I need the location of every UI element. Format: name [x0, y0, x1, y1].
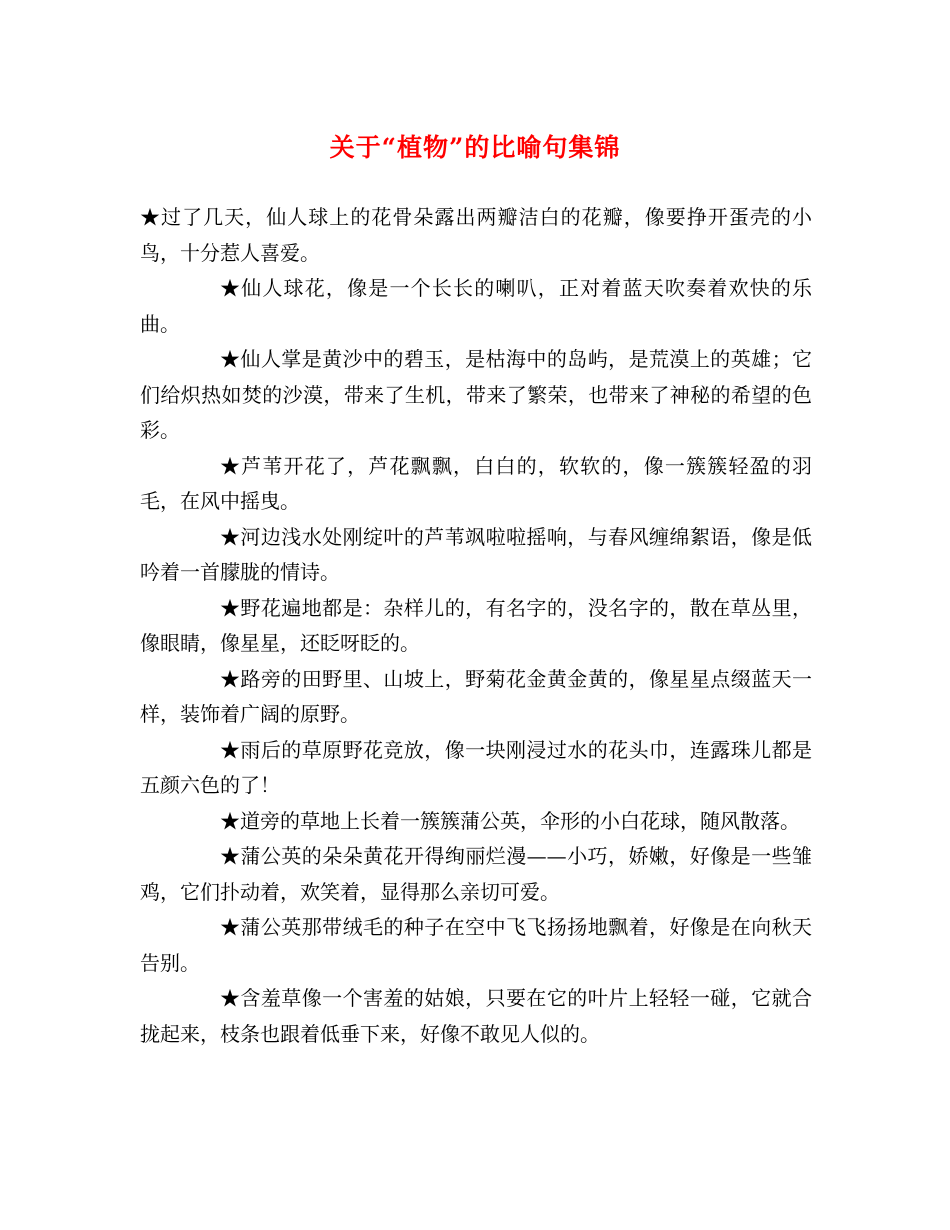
paragraph-2: ★仙人球花，像是一个长长的喇叭，正对着蓝天吹奏着欢快的乐曲。	[140, 276, 812, 336]
paragraph-10: ★蒲公英的朵朵黄花开得绚丽烂漫——小巧，娇嫩，好像是一些雏鸡，它们扑动着，欢笑着，显得那么亲切可爱。	[140, 844, 812, 904]
paragraph-7: ★路旁的田野里、山坡上，野菊花金黄金黄的，像星星点缀蓝天一样，装饰着广阔的原野。	[140, 666, 812, 726]
paragraph-12: ★含羞草像一个害羞的姑娘，只要在它的叶片上轻轻一碰，它就合拢起来，枝条也跟着低垂下来，好像不敢见人似的。	[140, 986, 812, 1046]
paragraph-9: ★道旁的草地上长着一簇簇蒲公英，伞形的小白花球，随风散落。	[220, 808, 800, 833]
paragraph-4: ★芦苇开花了，芦花飘飘，白白的，软软的，像一簇簇轻盈的羽毛，在风中摇曳。	[140, 453, 812, 513]
paragraph-5: ★河边浅水处刚绽叶的芦苇飒啦啦摇响，与春风缠绵絮语，像是低吟着一首朦胧的情诗。	[140, 524, 812, 584]
paragraph-6: ★野花遍地都是：杂样儿的，有名字的，没名字的，散在草丛里，像眼睛，像星星，还眨呀眨的。	[140, 595, 812, 655]
paragraph-8: ★雨后的草原野花竞放，像一块刚浸过水的花头巾，连露珠儿都是五颜六色的了！	[140, 737, 812, 797]
paragraph-3: ★仙人掌是黄沙中的碧玉，是枯海中的岛屿，是荒漠上的英雄；它们给炽热如焚的沙漠，带来了生机，带来了繁荣，也带来了神秘的希望的色彩。	[140, 347, 812, 442]
paragraph-1: ★过了几天，仙人球上的花骨朵露出两瓣洁白的花瓣，像要挣开蛋壳的小鸟，十分惹人喜爱。	[140, 205, 812, 265]
document-title: 关于“植物”的比喻句集锦	[329, 133, 621, 162]
paragraph-11: ★蒲公英那带绒毛的种子在空中飞飞扬扬地飘着，好像是在向秋天告别。	[140, 915, 812, 975]
document-body	[140, 200, 812, 1052]
